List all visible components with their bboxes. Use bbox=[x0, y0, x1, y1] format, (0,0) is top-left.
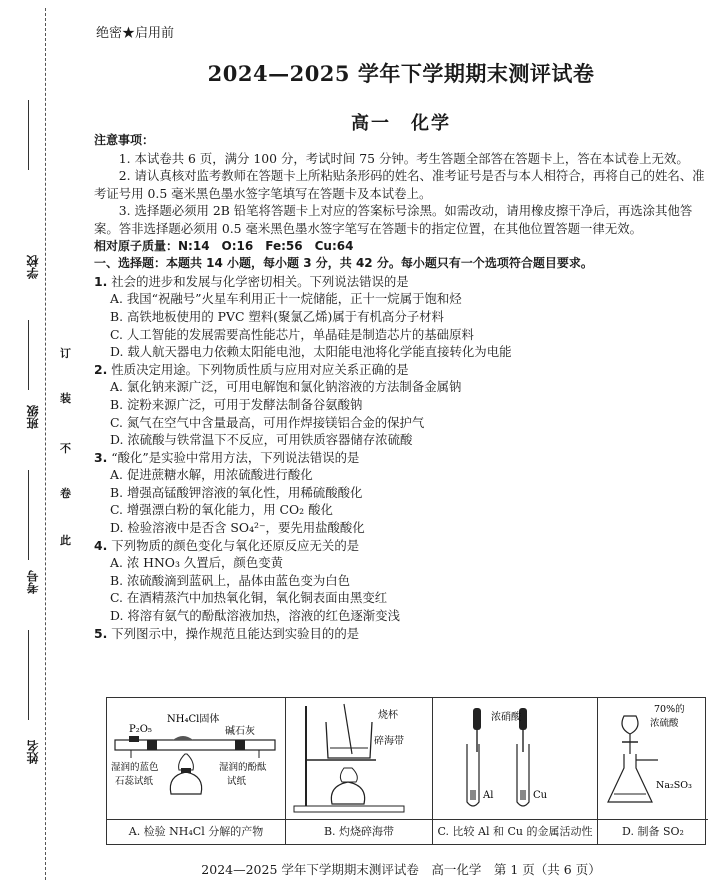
question-number: 4. bbox=[94, 537, 108, 553]
exam-body bbox=[94, 132, 712, 642]
nh4cl-solid bbox=[173, 736, 193, 740]
option: A. 氯化钠来源广泛，可用电解饱和氯化钠溶液的方法制备金属钠 bbox=[110, 379, 462, 395]
question-3 bbox=[94, 449, 712, 537]
figure-caption: D. 制备 SO₂ bbox=[598, 819, 708, 844]
seal-word: 卷 bbox=[60, 487, 71, 500]
figure-b-drawing bbox=[286, 698, 432, 820]
note-item: 3. 选择题必须用 2B 铅笔将答题卡上对应的答案标号涂黑。如需改动，请用橡皮擦干净后，再选涂其他答案。答非选择题必须用 0.5 毫米黑色墨水签字笔写在答题卡的指定位置，在其他位置答题一律无效。 bbox=[94, 203, 693, 236]
flame bbox=[340, 768, 357, 782]
cotton-plug bbox=[147, 740, 157, 750]
option: A. 浓 HNO₃ 久置后，颜色变黄 bbox=[110, 555, 283, 571]
figure-label: 碱石灰 bbox=[225, 726, 255, 737]
fill-line bbox=[28, 630, 29, 720]
fill-line bbox=[28, 470, 29, 560]
figure-b bbox=[286, 698, 433, 844]
subject-title: 高一 化学 bbox=[351, 113, 451, 134]
figure-label: 烧杯 bbox=[378, 710, 398, 721]
question-stem: 性质决定用途。下列物质性质与应用对应关系正确的是 bbox=[111, 361, 409, 377]
question-number: 2. bbox=[94, 361, 108, 377]
figure-label: 石蕊试纸 bbox=[115, 776, 154, 787]
figure-label: 浓硝酸 bbox=[491, 712, 521, 723]
separatory-funnel bbox=[622, 716, 638, 734]
figure-caption: C. 比较 Al 和 Cu 的金属活动性 bbox=[433, 819, 597, 844]
alcohol-lamp bbox=[331, 782, 364, 804]
question-5 bbox=[94, 625, 712, 643]
label-class: 班级 bbox=[26, 405, 40, 429]
option: A. 我国“祝融号”火星车利用正十一烷储能，正十一烷属于饱和烃 bbox=[110, 291, 462, 307]
notes-heading: 注意事项： bbox=[94, 133, 155, 147]
figure-label: 试纸 bbox=[227, 776, 247, 787]
figure-label: P₂O₅ bbox=[129, 724, 152, 735]
note-item: 1. 本试卷共 6 页，满分 100 分，考试时间 75 分钟。考生答题全部答在答题卡上，答在本试卷上无效。 bbox=[118, 150, 689, 166]
option: D. 检验溶液中是否含 SO₄²⁻，要先用盐酸酸化 bbox=[110, 520, 365, 536]
atomic-mass: 相对原子质量：N:14 O:16 Fe:56 Cu:64 bbox=[94, 238, 354, 253]
label-exam-number: 考号 bbox=[26, 570, 40, 594]
alcohol-lamp bbox=[170, 772, 201, 794]
figure-label: 浓硫酸 bbox=[650, 718, 679, 729]
beaker bbox=[326, 722, 372, 758]
binding-margin bbox=[0, 0, 80, 888]
figure-c-drawing bbox=[433, 698, 597, 820]
figure-d-drawing bbox=[598, 698, 708, 820]
option: C. 增强漂白粉的氧化能力，用 CO₂ 酸化 bbox=[110, 502, 333, 518]
question-stem: 社会的进步和发展与化学密切相关。下列说法错误的是 bbox=[111, 273, 409, 289]
seal-word: 不 bbox=[60, 442, 71, 455]
option: D. 浓硫酸与铁常温下不反应，可用铁质容器储存浓硫酸 bbox=[110, 432, 413, 448]
figure-label: 湿润的蓝色 bbox=[111, 762, 159, 773]
aluminum-piece bbox=[470, 790, 476, 800]
dropper-bulb bbox=[473, 708, 481, 730]
section-heading: 一、选择题：本题共 14 小题，每小题 3 分，共 42 分。每小题只有一个选项符合题目要求。 bbox=[94, 256, 593, 271]
seal-word: 装 bbox=[60, 392, 71, 405]
page-footer: 2024—2025 学年下学期期末测评试卷 高一化学 第 1 页（共 6 页） bbox=[201, 862, 601, 877]
seal-line bbox=[45, 8, 46, 880]
glass-rod bbox=[344, 704, 352, 754]
figure-row bbox=[106, 697, 706, 845]
option: B. 增强高锰酸钾溶液的氧化性，用稀硫酸酸化 bbox=[110, 484, 363, 500]
question-number: 3. bbox=[94, 449, 108, 465]
question-2 bbox=[94, 361, 712, 449]
lamp-wick bbox=[181, 768, 191, 773]
figure-label: 湿润的酚酞 bbox=[219, 762, 267, 773]
question-stem: 下列物质的颜色变化与氧化还原反应无关的是 bbox=[111, 537, 360, 553]
figure-label: 70%的 bbox=[654, 704, 685, 715]
label-school: 学校 bbox=[26, 255, 40, 279]
option: C. 氮气在空气中含量最高，可用作焊接镁铝合金的保护气 bbox=[110, 414, 425, 430]
question-1 bbox=[94, 273, 712, 361]
cotton-plug bbox=[235, 740, 245, 750]
option: B. 浓硫酸滴到蓝矾上，晶体由蓝色变为白色 bbox=[110, 572, 351, 588]
exam-title: 2024—2025 学年下学期期末测评试卷 bbox=[207, 61, 595, 86]
figure-label: Cu bbox=[533, 790, 548, 801]
figure-c bbox=[433, 698, 598, 844]
question-stem: “酸化”是实验中常用方法，下列说法错误的是 bbox=[111, 449, 360, 465]
conical-flask bbox=[608, 754, 652, 802]
fill-line bbox=[28, 100, 29, 170]
figure-label: Na₂SO₃ bbox=[656, 780, 692, 791]
figure-caption: B. 灼烧碎海带 bbox=[286, 819, 432, 844]
seal-word: 此 bbox=[60, 534, 71, 547]
fill-line bbox=[28, 320, 29, 390]
figure-caption: A. 检验 NH₄Cl 分解的产物 bbox=[107, 819, 285, 844]
question-number: 5. bbox=[94, 625, 108, 641]
figure-label: 碎海带 bbox=[374, 736, 404, 747]
option: A. 促进蔗糖水解，用浓硫酸进行酸化 bbox=[110, 467, 313, 483]
option: D. 载人航天器电力依赖太阳能电池，太阳能电池将化学能直接转化为电能 bbox=[110, 344, 512, 360]
question-4 bbox=[94, 537, 712, 625]
p2o5-layer bbox=[129, 736, 139, 742]
confidential-mark: 绝密★启用前 bbox=[96, 26, 175, 41]
question-stem: 下列图示中，操作规范且能达到实验目的的是 bbox=[111, 625, 360, 641]
option: C. 在酒精蒸汽中加热氧化铜，氧化铜表面由黑变红 bbox=[110, 590, 388, 606]
option: B. 高铁地板使用的 PVC 塑料(聚氯乙烯)属于有机高分子材料 bbox=[110, 308, 444, 324]
option: C. 人工智能的发展需要高性能芯片，单晶硅是制造芯片的基础原料 bbox=[110, 326, 474, 342]
copper-piece bbox=[520, 790, 526, 800]
figure-a-drawing bbox=[107, 698, 285, 820]
option: D. 将溶有氨气的酚酞溶液加热，溶液的红色逐渐变浅 bbox=[110, 608, 400, 624]
figure-d bbox=[598, 698, 708, 844]
iron-stand-base bbox=[294, 806, 404, 812]
figure-label: NH₄Cl固体 bbox=[167, 714, 220, 725]
flame bbox=[179, 754, 194, 770]
figure-a bbox=[107, 698, 286, 844]
seal-word: 订 bbox=[60, 347, 71, 360]
label-name: 姓名 bbox=[26, 740, 40, 764]
note-item: 2. 请认真核对监考教师在答题卡上所粘贴条形码的姓名、准考证号是否与本人相符合，再将自己的姓名、准考证号用 0.5 毫米黑色墨水签字笔填写在答题卡及本试卷上。 bbox=[94, 168, 705, 201]
question-number: 1. bbox=[94, 273, 108, 289]
option: B. 淀粉来源广泛，可用于发酵法制备谷氨酸钠 bbox=[110, 396, 363, 412]
figure-label: Al bbox=[483, 790, 494, 801]
